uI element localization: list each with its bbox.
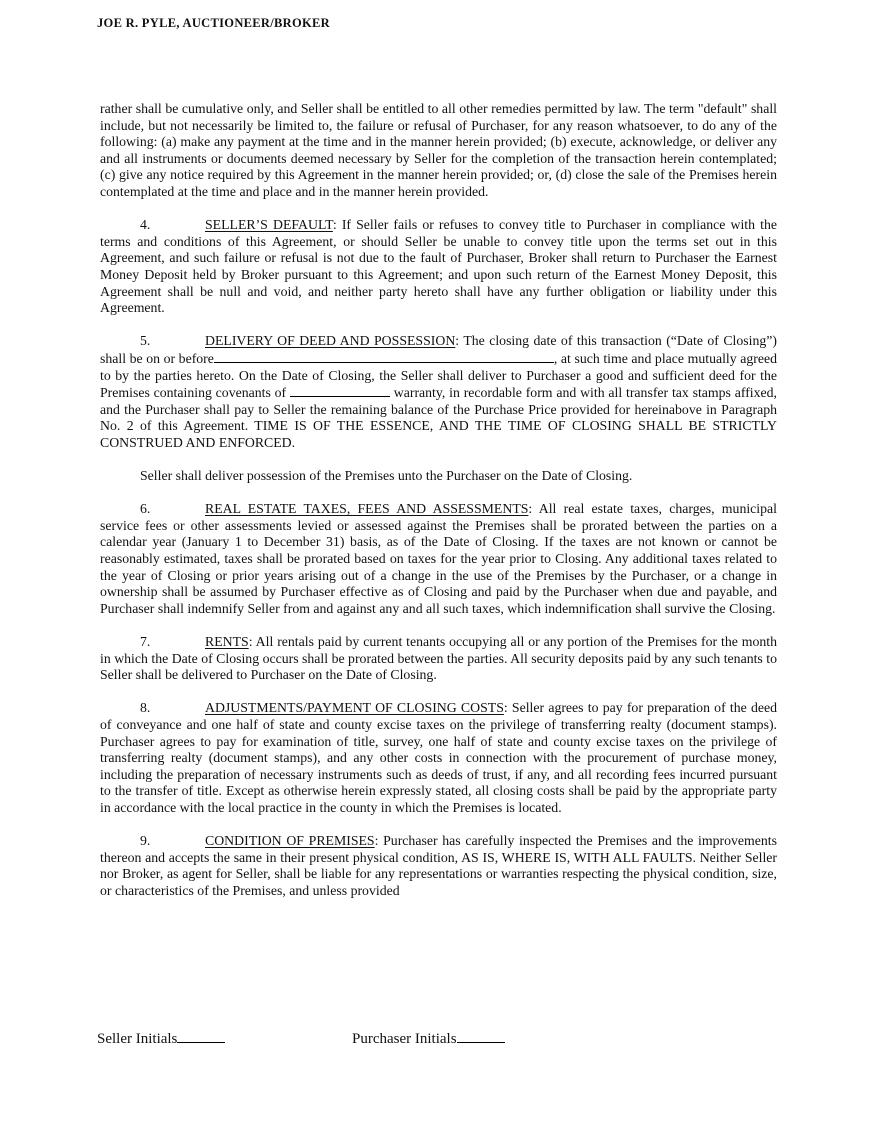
section-heading: CONDITION OF PREMISES [205,833,375,849]
section-text: , at such time and place mutually agreed to by the parties hereto. On the Date of Closing, the Seller shall deliver to Purchaser a good and sufficient deed for the Premises containing covenants of [100,350,777,401]
section-text: warranty, in recordable form and with all transfer tax stamps affixed, and the Purchaser shall pay to Seller the remaining balance of the Purchase Price provided for hereinabove in Paragraph No. 2 of this Agreement. TIME IS OF THE ESSENCE, AND THE TIME OF CLOSING SHALL BE STRICTLY CONSTRUED AND ENFORCED. [100,385,778,450]
section-number: 4. [140,217,151,233]
initials-footer [97,1028,697,1048]
section-real-estate-taxes [100,501,777,617]
section-rents [100,634,777,684]
section-text: : The closing date of this transaction (“Date of Closing”) shall be on or before [100,333,777,366]
broker-header: JOE R. PYLE, AUCTIONEER/BROKER [97,16,330,30]
seller-initials-blank [177,1028,225,1043]
section-number: 8. [140,700,151,716]
purchaser-initials-blank [457,1028,505,1043]
closing-date-blank [214,350,554,363]
contract-body [100,101,777,916]
section-number: 9. [140,833,151,849]
section-text: : If Seller fails or refuses to convey title to Purchaser in compliance with the terms and conditions of this Agreement, or should Seller be unable to convey title upon the terms set out in this Agreement, and such failure or refusal is not due to the fault of Purchaser, Broker shall return to Purchaser the Earnest Money Deposit held by Broker pursuant to this Agreement; and upon such return of the Earnest Money Deposit, this Agreement shall be null and void, and neither party hereto shall have any further obligation or liability under this Agreement. [100,217,777,316]
section-heading: DELIVERY OF DEED AND POSSESSION [205,333,456,349]
section-text: : All real estate taxes, charges, municipal service fees or other assessments levied or assessed against the Premises shall be prorated between the parties on a calendar year (January 1 to December 31) basis, as of the Date of Closing. If the taxes are not known or cannot be reasonably estimated, taxes shall be prorated based on taxes for the year prior to Closing. Any additional taxes related to the year of Closing or prior years arising out of a change in the use of the Premises by the Purchaser, or a change in ownership shall be assumed by Purchaser effective as of Closing and paid by the Purchaser when due and payable, and Purchaser shall indemnify Seller from and against any and all such taxes, which indemnification shall survive the Closing. [100,501,777,616]
section-number: 6. [140,501,151,517]
section-sellers-default [100,217,777,317]
section-delivery-of-deed [100,333,777,451]
section-heading: SELLER’S DEFAULT [205,217,333,233]
section-closing-costs [100,700,777,816]
section-heading: REAL ESTATE TAXES, FEES AND ASSESSMENTS [205,501,529,517]
seller-initials-label: Seller Initials [97,1031,178,1047]
seller-initials-slot [97,1028,352,1048]
default-remedies-paragraph: rather shall be cumulative only, and Seller shall be entitled to all other remedies permitted by law. The term "default" shall include, but not necessarily be limited to, the failure or refusal of Purchaser, for any reason whatsoever, to do any of the following: (a) make any payment at the time and in the manner herein provided; (b) execute, acknowledge, or deliver any and all instruments or documents deemed necessary by Seller for the completion of the transaction herein contemplated; (c) give any notice required by this Agreement in the manner herein provided; or, (d) close the sale of the Premises herein contemplated at the time and place and in the manner herein provided. [100,101,777,199]
warranty-type-blank [290,384,390,397]
purchaser-initials-slot [352,1031,505,1047]
possession-paragraph: Seller shall deliver possession of the Premises unto the Purchaser on the Date of Closing. [140,468,633,484]
section-text: : Seller agrees to pay for preparation of the deed of conveyance and one half of state and county excise taxes on the privilege of transferring realty (document stamps). Purchaser agrees to pay for examination of title, survey, one half of state and county excise taxes on the privilege of transferring realty (document stamps), and any other costs in connection with the procurement of purchase money, including the preparation of necessary instruments such as deeds of trust, if any, and all recording fees incurred pursuant to the transfer of title. Except as otherwise herein expressly stated, all closing costs shall be paid by the appropriate party in accordance with the local practice in the county in which the Premises is located. [100,700,777,815]
section-text: : Purchaser has carefully inspected the Premises and the improvements thereon and accepts the same in their present physical condition, AS IS, WHERE IS, WITH ALL FAULTS. Neither Seller nor Broker, as agent for Seller, shall be liable for any representations or warranties respecting the physical condition, size, or characteristics of the Premises, and unless provided [100,833,777,898]
section-number: 7. [140,634,151,649]
section-text: : All rentals paid by current tenants occupying all or any portion of the Premises for the month in which the Date of Closing occurs shall be prorated between the parties. All security deposits paid by any such tenants to Seller shall be delivered to Purchaser on the Date of Closing. [100,634,777,683]
section-heading: ADJUSTMENTS/PAYMENT OF CLOSING COSTS [205,700,504,716]
section-condition-of-premises [100,833,777,899]
section-heading: RENTS [205,634,249,649]
section-number: 5. [140,333,151,349]
purchaser-initials-label: Purchaser Initials [352,1031,457,1047]
